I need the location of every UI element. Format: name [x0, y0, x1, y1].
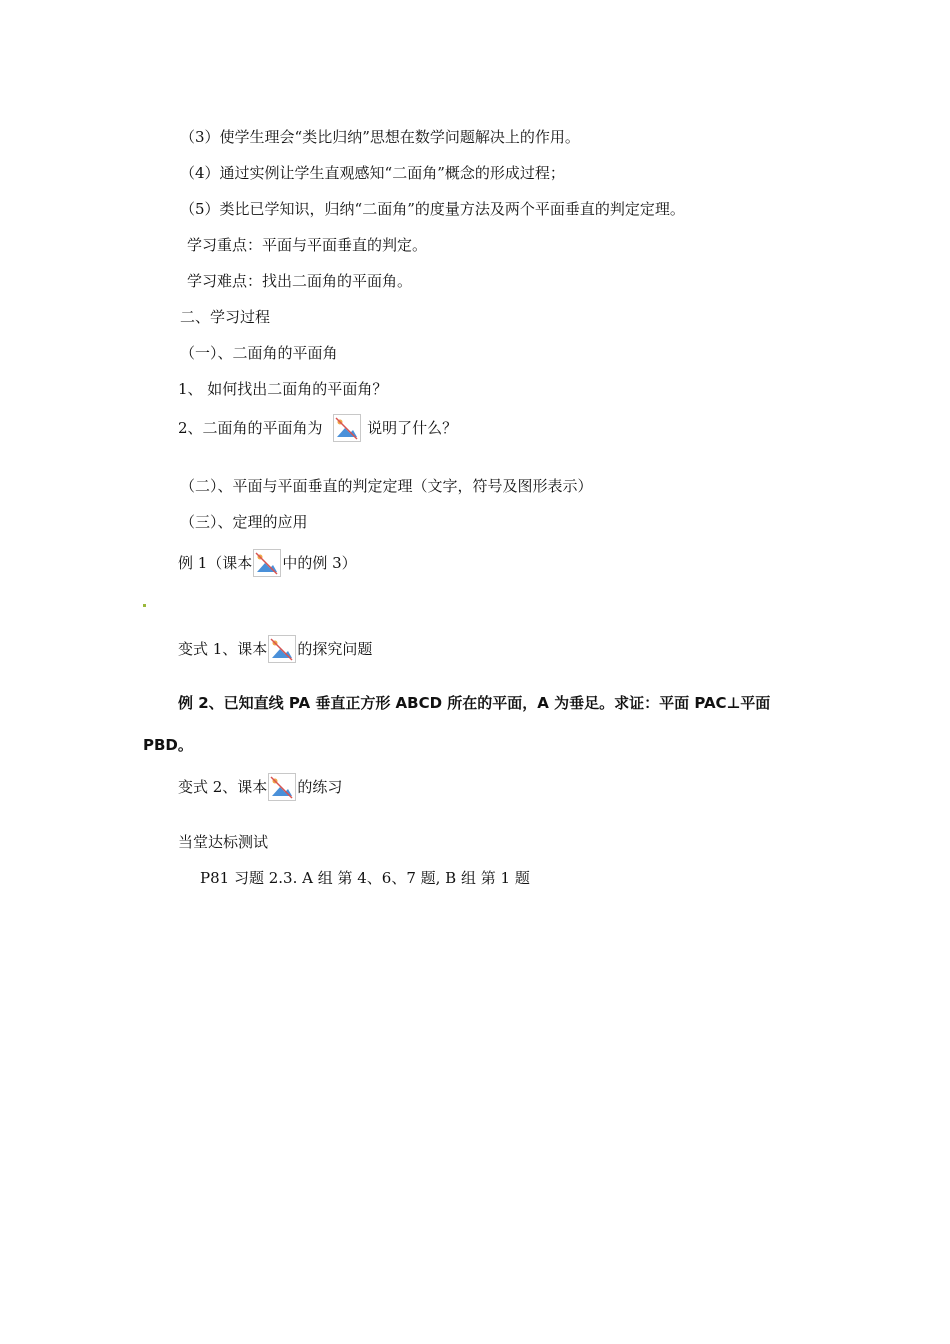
question-2 — [178, 415, 457, 443]
example-2-line-2: PBD。 — [143, 736, 193, 754]
subsection-2: （二）、平面与平面垂直的判定定理（文字，符号及图形表示） — [180, 477, 593, 495]
example-1-text-a: 例 1（课本 — [178, 554, 253, 572]
variant-2-text-b: 的练习 — [297, 778, 343, 796]
variant-2 — [178, 774, 342, 802]
learning-focus: 学习重点：平面与平面垂直的判定。 — [187, 236, 428, 254]
broken-image-icon — [253, 549, 281, 577]
objective-4: （4）通过实例让学生直观感知“二面角”概念的形成过程； — [180, 164, 565, 182]
variant-1-text-b: 的探究问题 — [297, 640, 373, 658]
question-1: 1、 如何找出二面角的平面角？ — [178, 380, 388, 398]
variant-2-text-a: 变式 2、课本 — [178, 778, 268, 796]
question-2-text-a: 2、二面角的平面角为 — [178, 419, 323, 437]
section-heading-process: 二、学习过程 — [180, 308, 271, 326]
learning-difficulty: 学习难点：找出二面角的平面角。 — [187, 272, 413, 290]
question-2-text-b: 说明了什么？ — [367, 419, 458, 437]
marker-dot — [143, 604, 146, 607]
objective-5: （5）类比已学知识，归纳“二面角”的度量方法及两个平面垂直的判定定理。 — [180, 200, 685, 218]
variant-1 — [178, 636, 372, 664]
subsection-3: （三）、定理的应用 — [180, 513, 308, 531]
example-2-line-1: 例 2、已知直线 PA 垂直正方形 ABCD 所在的平面，A 为垂足。求证：平面 PAC⊥平面 — [178, 694, 771, 712]
example-1 — [178, 550, 357, 578]
test-title: 当堂达标测试 — [178, 833, 269, 851]
variant-1-text-a: 变式 1、课本 — [178, 640, 268, 658]
example-1-text-b: 中的例 3） — [282, 554, 357, 572]
objective-3: （3）使学生理会“类比归纳”思想在数学问题解决上的作用。 — [180, 128, 580, 146]
broken-image-icon — [333, 414, 361, 442]
broken-image-icon — [268, 773, 296, 801]
test-items: P81 习题 2.3. A 组 第 4、6、7 题, B 组 第 1 题 — [200, 869, 530, 887]
broken-image-icon — [268, 635, 296, 663]
subsection-1: （一）、二面角的平面角 — [180, 344, 338, 362]
